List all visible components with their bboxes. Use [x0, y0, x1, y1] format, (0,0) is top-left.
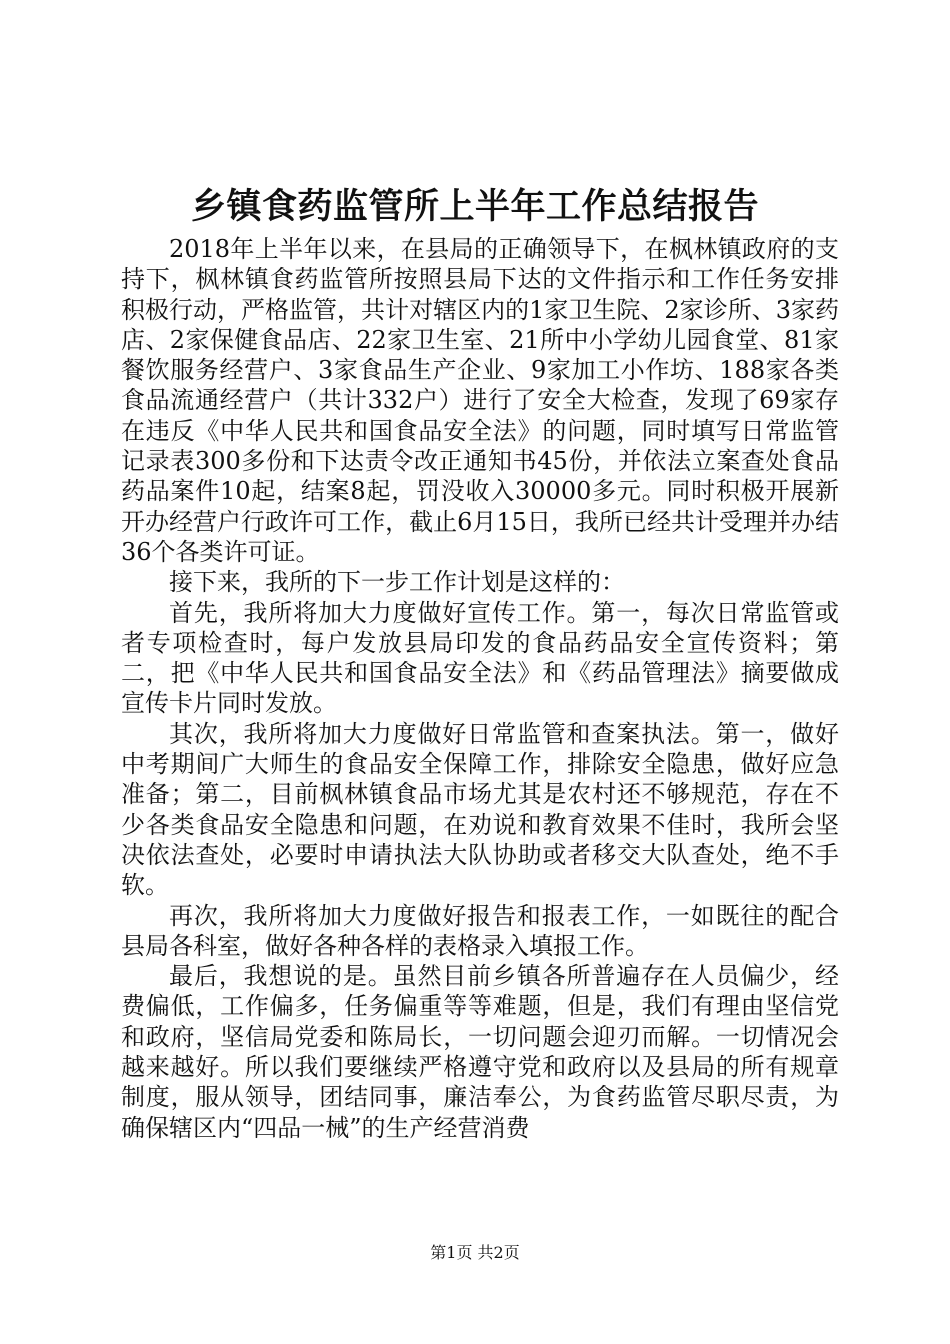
paragraph-third: 再次，我所将加大力度做好报告和报表工作，一如既往的配合县局各科室，做好各种各样的表格录入填报工作。: [121, 901, 839, 960]
page-number-footer: 第1页 共2页: [430, 1243, 520, 1262]
document-title: 乡镇食药监管所上半年工作总结报告: [190, 187, 759, 227]
paragraph-second: 其次，我所将加大力度做好日常监管和查案执法。第一，做好中考期间广大师生的食品安全保障工作，排除安全隐患，做好应急准备；第二，目前枫林镇食品市场尤其是农村还不够规范，存在不少各类食品安全隐患和问题，在劝说和教育效果不佳时，我所会坚决依法查处，必要时申请执法大队协助或者移交大队查处，绝不手软。: [121, 719, 839, 900]
paragraph-final: 最后，我想说的是。虽然目前乡镇各所普遍存在人员偏少，经费偏低，工作偏多，任务偏重等等难题，但是，我们有理由坚信党和政府，坚信局党委和陈局长，一切问题会迎刃而解。一切情况会越来越好。所以我们要继续严格遵守党和政府以及县局的所有规章制度，服从领导，团结同事，廉洁奉公，为食药监管尽职尽责，为确保辖区内“四品一械”的生产经营消费: [121, 962, 839, 1142]
paragraph-first: 首先，我所将加大力度做好宣传工作。第一，每次日常监管或者专项检查时，每户发放县局印发的食品药品安全宣传资料；第二，把《中华人民共和国食品安全法》和《药品管理法》摘要做成宣传卡片同时发放。: [121, 598, 839, 718]
document-body: [121, 234, 839, 1143]
paragraph-summary: 2018年上半年以来，在县局的正确领导下，在枫林镇政府的支持下，枫林镇食药监管所按照县局下达的文件指示和工作任务安排积极行动，严格监管，共计对辖区内的1家卫生院、2家诊所、3家药店、2家保健食品店、22家卫生室、21所中小学幼儿园食堂、81家餐饮服务经营户、3家食品生产企业、9家加工小作坊、188家各类食品流通经营户（共计332户）进行了安全大检查，发现了69家存在违反《中华人民共和国食品安全法》的问题，同时填写日常监管记录表300多份和下达责令改正通知书45份，并依法立案查处食品药品案件10起，结案8起，罚没收入30000多元。同时积极开展新开办经营户行政许可工作，截止6月15日，我所已经共计受理并办结36个各类许可证。: [121, 235, 839, 566]
paragraph-plan-intro: 接下来，我所的下一步工作计划是这样的：: [169, 568, 625, 597]
